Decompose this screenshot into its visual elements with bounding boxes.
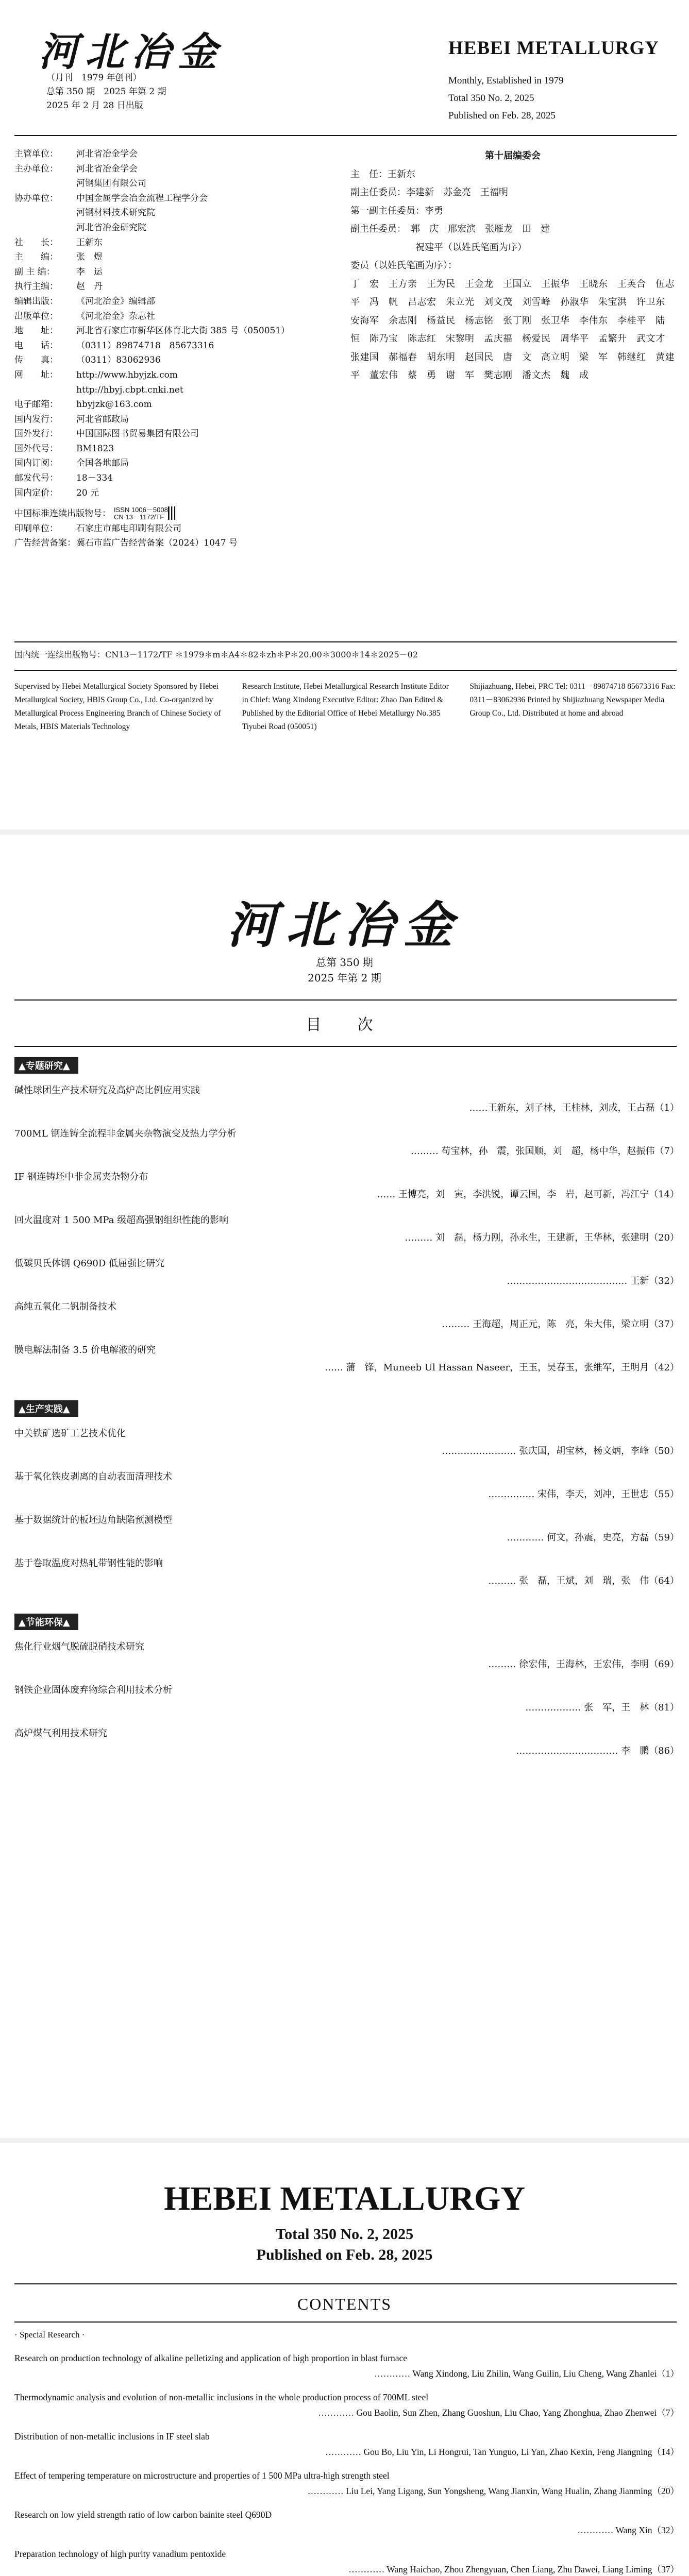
printer-label: 印刷单位： bbox=[14, 523, 58, 534]
toc-entry-authors: ……………… 张 军，王 林（81） bbox=[525, 1702, 679, 1713]
info-row bbox=[14, 162, 324, 177]
toc-entry-title: 高炉煤气利用技术研究 bbox=[14, 1728, 107, 1739]
contents-entry bbox=[14, 2389, 679, 2420]
issn-label: 中国标准连续出版物号： bbox=[14, 509, 111, 519]
toc-page bbox=[0, 835, 689, 2143]
toc-entry-authors: …… 蒲 锋，Muneeb Ul Hassan Naseer，王玉，吴春玉，张维军，王明月（42） bbox=[324, 1362, 679, 1373]
contents-entry-title: Effect of tempering temperature on microstructure and properties of 1 500 MPa ultra-high strength steel bbox=[14, 2470, 390, 2481]
divider bbox=[14, 999, 677, 1001]
contents-heading: CONTENTS bbox=[297, 2295, 392, 2313]
toc-entry bbox=[14, 1168, 679, 1204]
imprint-col: Supervised by Hebei Metallurgical Society Sponsored by Hebei Metallurgical Society, HBIS Group Co., Ltd. Co-organized by Metallurgical Process Engineering Branch of Chinese Society of Metals, HBIS Materials Technology bbox=[14, 682, 221, 731]
info-label: 执行主编： bbox=[14, 281, 58, 292]
page-gap bbox=[0, 2138, 689, 2143]
info-value: 河北省邮政局 bbox=[76, 414, 129, 425]
info-value: 赵 丹 bbox=[76, 281, 103, 292]
info-label bbox=[14, 206, 76, 221]
contents-title: HEBEI METALLURGY bbox=[163, 2180, 526, 2217]
info-row bbox=[14, 397, 324, 412]
contents-entry-authors: ………… Wang Xindong, Liu Zhilin, Wang Guilin, Liu Cheng, Wang Zhanlei（1） bbox=[374, 2368, 679, 2379]
price-line: 国内统一连续出版物号：CN13－1172/TF ＊1979＊m＊A4＊82＊zh＊P＊20.00＊3000＊14＊2025－02 bbox=[14, 650, 418, 659]
council-line: 副主任委员：李建新 苏金亮 王福明 bbox=[350, 187, 508, 198]
info-row bbox=[14, 191, 324, 206]
toc-entry bbox=[14, 1512, 679, 1547]
divider bbox=[14, 670, 677, 671]
info-row bbox=[14, 294, 324, 309]
toc-logo: 河北冶金 bbox=[227, 896, 462, 954]
info-value: 李 运 bbox=[76, 266, 103, 277]
info-label: 国外发行： bbox=[14, 429, 58, 439]
toc-entry-title: 焦化行业烟气脱硫脱硝技术研究 bbox=[14, 1641, 144, 1652]
divider bbox=[14, 1046, 677, 1047]
info-row bbox=[14, 486, 324, 501]
info-value: （0311）83062936 bbox=[76, 355, 161, 366]
contents-total: Total 350 No. 2, 2025 bbox=[275, 2226, 414, 2243]
info-value: hbyjzk@163.com bbox=[76, 399, 152, 410]
contents-published: Published on Feb. 28, 2025 bbox=[256, 2246, 433, 2263]
toc-entry-authors: ………………………………… 王新（32） bbox=[507, 1276, 679, 1286]
info-row bbox=[14, 235, 324, 250]
ad-value: 冀石市监广告经营备案（2024）1047 号 bbox=[76, 538, 238, 549]
contents-entry-authors: ………… Liu Lei, Yang Ligang, Sun Yongsheng, Wang Jianxin, Wang Hualin, Zhang Jianming（20） bbox=[307, 2486, 679, 2496]
info-label: 电 话： bbox=[14, 340, 58, 351]
council-line: 副主任委员： 郭 庆 邢宏滨 张雁龙 田 建 bbox=[350, 224, 550, 234]
meta-line: 2025 年 2 月 28 日出版 bbox=[46, 100, 143, 111]
council-line: 第一副主任委员：李勇 bbox=[350, 205, 443, 216]
toc-entry bbox=[14, 1682, 679, 1717]
info-value: 18－334 bbox=[76, 473, 113, 484]
info-label: 国内发行： bbox=[14, 414, 58, 425]
editorial-council bbox=[350, 147, 675, 385]
toc-section-label: ▲专题研究▲ bbox=[14, 1057, 78, 1074]
info-label: 协办单位： bbox=[14, 193, 58, 204]
toc-entry-title: 基于氧化铁皮剥离的自动表面清理技术 bbox=[14, 1471, 172, 1482]
info-value: 河北省冶金研究院 bbox=[76, 222, 146, 233]
divider bbox=[14, 135, 677, 136]
info-value: （0311）89874718 85673316 bbox=[76, 340, 214, 351]
info-row bbox=[14, 279, 324, 294]
toc-entry bbox=[14, 1468, 679, 1503]
info-row bbox=[14, 353, 324, 368]
info-label: 主办单位： bbox=[14, 163, 58, 174]
toc-entry-title: 基于数据统计的板坯边角缺陷预测模型 bbox=[14, 1515, 172, 1526]
info-value: 20 元 bbox=[76, 487, 99, 498]
issn-box bbox=[114, 506, 168, 521]
info-value: 王新东 bbox=[76, 237, 103, 248]
toc-entry-title: 碱性球团生产技术研究及高炉高比例应用实践 bbox=[14, 1085, 200, 1096]
toc-entry-authors: ……… 王海超，周正元，陈 亮，朱大伟，梁立明（37） bbox=[442, 1319, 679, 1330]
contents-entry-authors: ………… Gou Baolin, Sun Zhen, Zhang Guoshun, Liu Chao, Yang Zhonghua, Zhao Zhenwei（7） bbox=[318, 2408, 679, 2418]
contents-entry bbox=[14, 2546, 679, 2576]
info-row bbox=[14, 338, 324, 353]
info-label bbox=[14, 383, 76, 398]
ad-row bbox=[14, 536, 324, 551]
info-label: 副 主 编： bbox=[14, 266, 55, 277]
contents-entry-title: Preparation technology of high purity vanadium pentoxide bbox=[14, 2549, 226, 2559]
info-row bbox=[14, 412, 324, 427]
cn-number: CN 13－1172/TF bbox=[114, 513, 164, 521]
info-row bbox=[14, 456, 324, 471]
ad-label: 广告经营备案： bbox=[14, 538, 76, 549]
contents-entry-authors: ………… Wang Haichao, Zhou Zhengyuan, Chen Liang, Zhu Dawei, Liang Liming（37） bbox=[348, 2564, 679, 2574]
info-label: 国外代号： bbox=[14, 443, 58, 454]
toc-entry bbox=[14, 1255, 679, 1290]
toc-entry bbox=[14, 1638, 679, 1673]
info-row bbox=[14, 147, 324, 162]
toc-entry bbox=[14, 1425, 679, 1460]
info-value: http://hbyj.cbpt.cnki.net bbox=[76, 384, 183, 395]
issue-meta-cn bbox=[46, 71, 273, 113]
journal-title-en: HEBEI METALLURGY bbox=[448, 38, 660, 59]
info-value: 中国国际图书贸易集团有限公司 bbox=[76, 429, 199, 439]
contents-entry-title: Research on low yield strength ratio of low carbon bainite steel Q690D bbox=[14, 2510, 272, 2520]
toc-total: 总第 350 期 bbox=[316, 956, 373, 969]
info-value: 张 煜 bbox=[76, 252, 103, 263]
info-label: 国内定价： bbox=[14, 487, 58, 498]
info-row bbox=[14, 383, 324, 398]
toc-entry-authors: ………… 何文，孙震，史亮，方磊（59） bbox=[507, 1532, 679, 1543]
english-imprint bbox=[14, 680, 677, 734]
info-row bbox=[14, 368, 324, 383]
info-row bbox=[14, 309, 324, 324]
toc-issue: 2025 年第 2 期 bbox=[308, 972, 381, 984]
registration-info bbox=[14, 506, 324, 551]
council-lines bbox=[350, 165, 675, 275]
info-label: 网 址： bbox=[14, 369, 58, 380]
journal-logo-cn: 河北冶金 bbox=[39, 29, 224, 75]
info-label: 传 真： bbox=[14, 355, 58, 366]
info-label: 社 长： bbox=[14, 237, 58, 248]
info-value: 《河北冶金》杂志社 bbox=[76, 311, 155, 321]
contents-entry-title: Thermodynamic analysis and evolution of non-metallic inclusions in the whole production process of 700ML steel bbox=[14, 2392, 429, 2402]
publisher-info bbox=[14, 147, 324, 500]
divider bbox=[14, 641, 677, 642]
toc-entry-authors: …………………… 张庆国，胡宝林，杨文炳，李峰（50） bbox=[442, 1446, 679, 1456]
meta-line: （月刊 1979 年创刊） bbox=[46, 73, 142, 83]
info-value: 河北省冶金学会 bbox=[76, 149, 138, 159]
info-label: 出版单位： bbox=[14, 311, 58, 321]
meta-line: Published on Feb. 28, 2025 bbox=[448, 110, 556, 121]
contents-section-label: · Special Research · bbox=[14, 2330, 85, 2340]
info-label: 邮发代号： bbox=[14, 473, 58, 484]
info-row bbox=[14, 442, 324, 456]
meta-line: Total 350 No. 2, 2025 bbox=[448, 93, 534, 104]
info-label: 地 址： bbox=[14, 326, 58, 336]
toc-heading: 目 次 bbox=[306, 1016, 383, 1034]
toc-entry bbox=[14, 1342, 679, 1377]
info-row bbox=[14, 206, 324, 221]
info-value: 河钢集团有限公司 bbox=[76, 178, 146, 189]
toc-entry-title: 700ML 钢连铸全流程非金属夹杂物演变及热力学分析 bbox=[14, 1128, 237, 1139]
toc-entry-title: 中关铁矿选矿工艺技术优化 bbox=[14, 1428, 126, 1439]
info-label: 国内订阅： bbox=[14, 458, 58, 469]
info-value: 全国各地邮局 bbox=[76, 458, 129, 469]
contents-entry-authors: ………… Gou Bo, Liu Yin, Li Hongrui, Tan Yunguo, Li Yan, Zhao Kexin, Feng Jiangning（14） bbox=[325, 2447, 679, 2457]
info-label: 电子邮箱： bbox=[14, 399, 58, 410]
toc-entry-authors: ……王新东，刘子林，王桂林，刘成，王占磊（1） bbox=[469, 1103, 679, 1113]
info-row bbox=[14, 265, 324, 280]
info-row bbox=[14, 471, 324, 486]
contents-entry bbox=[14, 2507, 679, 2538]
info-value: 河钢材料技术研究院 bbox=[76, 208, 155, 218]
meta-line: Monthly, Established in 1979 bbox=[448, 75, 564, 86]
council-title: 第十届编委会 bbox=[485, 150, 541, 161]
info-label bbox=[14, 221, 76, 235]
info-value: 河北省冶金学会 bbox=[76, 163, 138, 174]
imprint-col: Shijiazhuang, Hebei, PRC Tel: 0311－89874718 85673316 Fax: 0311－83062936 Printed by Shijiazhuang Newspaper Media Group Co., Ltd. Distributed at home and abroad bbox=[469, 682, 676, 718]
page-gap bbox=[0, 829, 689, 835]
info-label: 编辑出版： bbox=[14, 296, 58, 307]
contents-entry-title: Research on production technology of alkaline pelletizing and application of high proportion in blast furnace bbox=[14, 2353, 407, 2363]
contents-entry-authors: ………… Wang Xin（32） bbox=[577, 2525, 679, 2535]
toc-entry-title: 钢铁企业固体废弃物综合利用技术分析 bbox=[14, 1685, 172, 1696]
info-label bbox=[14, 176, 76, 191]
toc-entry-authors: ……… 张 磊，王斌，刘 瑞，张 伟（64） bbox=[488, 1575, 679, 1586]
info-value: 河北省石家庄市新华区体育北大街 385 号（050051） bbox=[76, 326, 290, 336]
contents-page bbox=[0, 2143, 689, 2576]
divider bbox=[14, 2283, 677, 2284]
info-value: http://www.hbyjzk.com bbox=[76, 369, 178, 380]
toc-entry bbox=[14, 1298, 679, 1333]
meta-line: 总第 350 期 2025 年第 2 期 bbox=[46, 87, 166, 97]
contents-entry bbox=[14, 2350, 679, 2381]
council-line: 主 任：王新东 bbox=[350, 168, 415, 180]
info-label: 主管单位： bbox=[14, 149, 58, 159]
toc-section-label: ▲节能环保▲ bbox=[14, 1614, 78, 1630]
info-row bbox=[14, 250, 324, 265]
council-line: 祝建平（以姓氏笔画为序） bbox=[350, 242, 527, 253]
toc-entry-authors: ……… 徐宏伟，王海林，王宏伟，李明（69） bbox=[488, 1659, 679, 1670]
issn-row bbox=[14, 506, 324, 521]
info-label: 主 编： bbox=[14, 252, 58, 263]
divider bbox=[14, 2321, 677, 2323]
toc-entry bbox=[14, 1082, 679, 1117]
contents-entry bbox=[14, 2468, 679, 2499]
toc-entry-title: 基于卷取温度对热轧带钢性能的影响 bbox=[14, 1558, 163, 1569]
toc-entry bbox=[14, 1555, 679, 1590]
contents-entry-title: Distribution of non-metallic inclusions in IF steel slab bbox=[14, 2431, 210, 2442]
info-row bbox=[14, 221, 324, 235]
toc-entry-authors: ……… 刘 磊，杨力刚，孙永生，王建新，王华林，张建明（20） bbox=[405, 1232, 679, 1243]
toc-entry-title: 高纯五氧化二钒制备技术 bbox=[14, 1301, 116, 1312]
contents-entry bbox=[14, 2429, 679, 2460]
toc-section-label: ▲生产实践▲ bbox=[14, 1400, 78, 1417]
masthead-page bbox=[0, 0, 689, 835]
issue-meta-en bbox=[448, 72, 564, 125]
info-row bbox=[14, 427, 324, 442]
barcode-icon bbox=[168, 506, 177, 520]
toc-entry-title: IF 钢连铸坯中非金属夹杂物分布 bbox=[14, 1172, 148, 1182]
toc-entry bbox=[14, 1125, 679, 1160]
toc-entry bbox=[14, 1212, 679, 1247]
printer-row bbox=[14, 521, 324, 536]
council-names: 丁 宏 王方亲 王为民 王金龙 王国立 王振华 王晓东 王英合 伍志平 冯 帆 吕志宏 朱立光 刘文茂 刘雪峰 孙淑华 朱宝洪 许卫东 安海军 余志刚 杨益民 杨志铭 张丁刚 张卫华 李伟东 李桂平 陆 恒 陈乃宝 陈志红 宋黎明 孟庆福 杨爱民 周华平 孟繁升 武文才 张建国 郝福春 胡东明 赵国民 唐 文 高立明 梁 军 韩继红 黄建平 董宏伟 蔡 勇 谢 军 樊志刚 潘文杰 魏 成 bbox=[350, 278, 675, 381]
printer-value: 石家庄市邮电印刷有限公司 bbox=[76, 523, 181, 534]
toc-entry-title: 膜电解法制备 3.5 价电解液的研究 bbox=[14, 1345, 156, 1355]
issn-number: ISSN 1006－5008 bbox=[114, 506, 168, 514]
info-value: 《河北冶金》编辑部 bbox=[76, 296, 155, 307]
imprint-col: Research Institute, Hebei Metallurgical Research Institute Editor in Chief: Wang Xindong Executive Editor: Zhao Dan Edited & Published by the Editorial Office of Hebei Metallurgy No.385 Tiyubei Road (050051) bbox=[242, 682, 449, 731]
toc-entry-authors: …………… 宋伟，李天，刘冲，王世忠（55） bbox=[488, 1489, 679, 1500]
toc-entry-authors: ……… 苟宝林，孙 震，张国顺，刘 超，杨中华，赵振伟（7） bbox=[410, 1146, 679, 1157]
info-value: BM1823 bbox=[76, 443, 114, 454]
toc-entry-title: 低碳贝氏体钢 Q690D 低屈强比研究 bbox=[14, 1258, 164, 1269]
toc-entry-authors: …… 王博亮，刘 寅，李洪锐，谭云国，李 岩，赵可新，冯江宁（14） bbox=[377, 1189, 679, 1200]
toc-entry-title: 回火温度对 1 500 MPa 级超高强钢组织性能的影响 bbox=[14, 1215, 229, 1226]
toc-entry-authors: …………………………… 李 鹏（86） bbox=[516, 1745, 679, 1756]
info-row bbox=[14, 176, 324, 191]
toc-entry bbox=[14, 1725, 679, 1760]
council-line: 委员（以姓氏笔画为序）： bbox=[350, 260, 457, 271]
info-value: 中国金属学会冶金流程工程学分会 bbox=[76, 193, 208, 204]
info-row bbox=[14, 324, 324, 338]
